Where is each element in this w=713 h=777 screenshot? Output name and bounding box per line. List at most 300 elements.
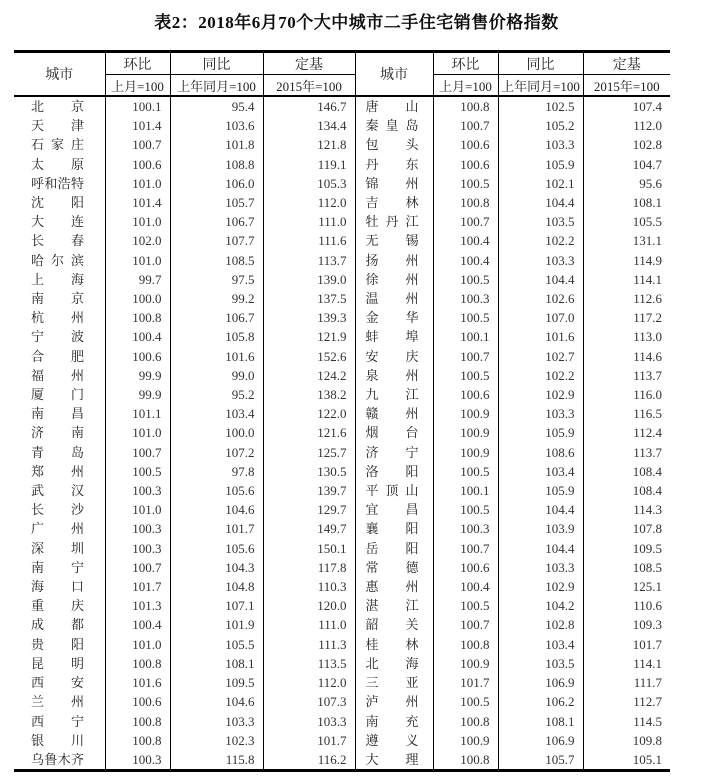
fixed-base-index-cell: 138.2 bbox=[263, 385, 355, 404]
city-name-cell bbox=[355, 712, 433, 731]
fixed-base-index-cell: 121.8 bbox=[263, 135, 355, 154]
yoy-index-cell: 102.9 bbox=[498, 577, 583, 596]
yoy-index-cell: 104.2 bbox=[498, 596, 583, 615]
city-name-cell bbox=[14, 615, 105, 634]
mom-index-cell: 101.0 bbox=[105, 174, 170, 193]
yoy-index-cell: 102.6 bbox=[498, 289, 583, 308]
yoy-index-cell: 103.3 bbox=[498, 135, 583, 154]
mom-index-cell: 100.5 bbox=[433, 366, 498, 385]
city-name-cell bbox=[14, 251, 105, 270]
city-name-cell bbox=[14, 404, 105, 423]
table-row bbox=[14, 212, 670, 231]
fixed-base-index-cell: 122.0 bbox=[263, 404, 355, 423]
fixed-base-index-cell: 134.4 bbox=[263, 116, 355, 135]
city-name: 襄阳 bbox=[365, 521, 419, 537]
fixed-base-index-cell: 108.4 bbox=[583, 481, 670, 500]
yoy-index-cell: 105.9 bbox=[498, 155, 583, 174]
yoy-index-cell: 105.5 bbox=[170, 635, 263, 654]
yoy-index-cell: 103.3 bbox=[498, 404, 583, 423]
yoy-index-cell: 103.3 bbox=[498, 251, 583, 270]
city-name: 大理 bbox=[365, 751, 419, 767]
city-name: 沈阳 bbox=[31, 195, 84, 211]
fixed-base-index-cell: 108.4 bbox=[583, 462, 670, 481]
mom-index-cell: 102.0 bbox=[105, 231, 170, 250]
fixed-base-index-cell: 107.8 bbox=[583, 519, 670, 538]
city-name: 蚌埠 bbox=[365, 329, 419, 345]
table-row bbox=[14, 251, 670, 270]
mom-index-cell: 100.5 bbox=[433, 308, 498, 327]
header-fixedbase-base-right: 2015年=100 bbox=[583, 75, 670, 97]
city-name: 银川 bbox=[31, 732, 84, 748]
mom-index-cell: 101.0 bbox=[105, 423, 170, 442]
city-name: 南京 bbox=[31, 291, 84, 307]
fixed-base-index-cell: 121.6 bbox=[263, 423, 355, 442]
mom-index-cell: 100.6 bbox=[433, 155, 498, 174]
city-name-cell bbox=[355, 673, 433, 692]
yoy-index-cell: 104.3 bbox=[170, 558, 263, 577]
yoy-index-cell: 107.2 bbox=[170, 443, 263, 462]
mom-index-cell: 100.3 bbox=[433, 519, 498, 538]
price-index-table bbox=[14, 50, 670, 772]
city-name-cell bbox=[355, 155, 433, 174]
yoy-index-cell: 103.4 bbox=[170, 404, 263, 423]
mom-index-cell: 100.3 bbox=[105, 750, 170, 771]
city-name-cell bbox=[355, 231, 433, 250]
city-name: 桂林 bbox=[365, 636, 419, 652]
fixed-base-index-cell: 110.3 bbox=[263, 577, 355, 596]
city-name: 昆明 bbox=[31, 655, 84, 671]
city-name-cell bbox=[355, 289, 433, 308]
city-name-cell bbox=[355, 462, 433, 481]
mom-index-cell: 100.3 bbox=[433, 289, 498, 308]
page-title: 表2：2018年6月70个大中城市二手住宅销售价格指数 bbox=[154, 13, 559, 32]
city-name: 三亚 bbox=[365, 675, 419, 691]
yoy-index-cell: 106.9 bbox=[498, 673, 583, 692]
yoy-index-cell: 102.7 bbox=[498, 347, 583, 366]
city-name-cell bbox=[355, 116, 433, 135]
fixed-base-index-cell: 107.4 bbox=[583, 96, 670, 116]
fixed-base-index-cell: 152.6 bbox=[263, 347, 355, 366]
city-name: 北海 bbox=[365, 655, 419, 671]
city-name: 杭州 bbox=[31, 310, 84, 326]
header-row-top bbox=[14, 52, 670, 75]
table-row bbox=[14, 481, 670, 500]
city-name: 济南 bbox=[31, 425, 84, 441]
city-name: 泉州 bbox=[365, 367, 419, 383]
mom-index-cell: 101.0 bbox=[105, 251, 170, 270]
city-name: 大连 bbox=[31, 214, 84, 230]
fixed-base-index-cell: 104.7 bbox=[583, 155, 670, 174]
city-name: 包头 bbox=[365, 137, 419, 153]
city-name: 兰州 bbox=[31, 694, 84, 710]
city-name-cell bbox=[355, 327, 433, 346]
mom-index-cell: 100.8 bbox=[105, 308, 170, 327]
mom-index-cell: 100.6 bbox=[105, 692, 170, 711]
city-name: 乌鲁木齐 bbox=[31, 751, 84, 767]
yoy-index-cell: 103.9 bbox=[498, 519, 583, 538]
city-name: 扬州 bbox=[365, 252, 419, 268]
fixed-base-index-cell: 112.0 bbox=[583, 116, 670, 135]
fixed-base-index-cell: 117.2 bbox=[583, 308, 670, 327]
city-name: 上海 bbox=[31, 271, 84, 287]
city-name-cell bbox=[355, 596, 433, 615]
table-row bbox=[14, 673, 670, 692]
fixed-base-index-cell: 101.7 bbox=[263, 731, 355, 750]
table-row bbox=[14, 270, 670, 289]
header-fixedbase-base-left: 2015年=100 bbox=[263, 75, 355, 97]
fixed-base-index-cell: 113.7 bbox=[263, 251, 355, 270]
city-name: 广州 bbox=[31, 521, 84, 537]
city-name: 丹东 bbox=[365, 156, 419, 172]
city-name: 南昌 bbox=[31, 406, 84, 422]
yoy-index-cell: 105.6 bbox=[170, 539, 263, 558]
yoy-index-cell: 101.8 bbox=[170, 135, 263, 154]
mom-index-cell: 99.7 bbox=[105, 270, 170, 289]
city-name: 武汉 bbox=[31, 483, 84, 499]
fixed-base-index-cell: 139.7 bbox=[263, 481, 355, 500]
fixed-base-index-cell: 121.9 bbox=[263, 327, 355, 346]
city-name: 秦皇岛 bbox=[365, 118, 419, 134]
header-fixedbase-right: 定基 bbox=[583, 52, 670, 75]
city-name-cell bbox=[355, 635, 433, 654]
fixed-base-index-cell: 113.7 bbox=[583, 366, 670, 385]
table-row bbox=[14, 712, 670, 731]
city-name-cell bbox=[14, 712, 105, 731]
city-name-cell bbox=[355, 270, 433, 289]
city-name-cell bbox=[14, 673, 105, 692]
fixed-base-index-cell: 114.3 bbox=[583, 500, 670, 519]
fixed-base-index-cell: 139.3 bbox=[263, 308, 355, 327]
header-mom-base-left: 上月=100 bbox=[105, 75, 170, 97]
table-row bbox=[14, 366, 670, 385]
city-name: 九江 bbox=[365, 387, 419, 403]
city-name-cell bbox=[14, 596, 105, 615]
mom-index-cell: 100.8 bbox=[105, 654, 170, 673]
fixed-base-index-cell: 114.1 bbox=[583, 654, 670, 673]
fixed-base-index-cell: 113.5 bbox=[263, 654, 355, 673]
mom-index-cell: 100.5 bbox=[433, 174, 498, 193]
city-name-cell bbox=[355, 615, 433, 634]
header-mom-base-right: 上月=100 bbox=[433, 75, 498, 97]
city-name: 郑州 bbox=[31, 463, 84, 479]
yoy-index-cell: 109.5 bbox=[170, 673, 263, 692]
yoy-index-cell: 100.0 bbox=[170, 423, 263, 442]
fixed-base-index-cell: 114.9 bbox=[583, 251, 670, 270]
city-name-cell bbox=[14, 443, 105, 462]
yoy-index-cell: 102.2 bbox=[498, 366, 583, 385]
table-row bbox=[14, 385, 670, 404]
fixed-base-index-cell: 112.4 bbox=[583, 423, 670, 442]
fixed-base-index-cell: 125.7 bbox=[263, 443, 355, 462]
header-city-right: 城市 bbox=[355, 52, 433, 97]
mom-index-cell: 100.7 bbox=[433, 212, 498, 231]
yoy-index-cell: 101.9 bbox=[170, 615, 263, 634]
yoy-index-cell: 106.0 bbox=[170, 174, 263, 193]
yoy-index-cell: 105.9 bbox=[498, 423, 583, 442]
mom-index-cell: 100.6 bbox=[433, 558, 498, 577]
yoy-index-cell: 103.4 bbox=[498, 462, 583, 481]
table-row bbox=[14, 327, 670, 346]
table-row bbox=[14, 289, 670, 308]
yoy-index-cell: 103.5 bbox=[498, 212, 583, 231]
mom-index-cell: 101.1 bbox=[105, 404, 170, 423]
mom-index-cell: 100.5 bbox=[433, 596, 498, 615]
fixed-base-index-cell: 109.8 bbox=[583, 731, 670, 750]
fixed-base-index-cell: 111.0 bbox=[263, 615, 355, 634]
yoy-index-cell: 104.6 bbox=[170, 500, 263, 519]
city-name: 石家庄 bbox=[31, 137, 84, 153]
fixed-base-index-cell: 125.1 bbox=[583, 577, 670, 596]
table-row bbox=[14, 155, 670, 174]
header-mom-right: 环比 bbox=[433, 52, 498, 75]
city-name: 惠州 bbox=[365, 579, 419, 595]
header-fixedbase-left: 定基 bbox=[263, 52, 355, 75]
mom-index-cell: 100.1 bbox=[433, 481, 498, 500]
city-name-cell bbox=[14, 193, 105, 212]
fixed-base-index-cell: 112.6 bbox=[583, 289, 670, 308]
mom-index-cell: 100.6 bbox=[105, 347, 170, 366]
city-name: 金华 bbox=[365, 310, 419, 326]
mom-index-cell: 100.8 bbox=[433, 750, 498, 771]
mom-index-cell: 100.8 bbox=[433, 96, 498, 116]
mom-index-cell: 99.9 bbox=[105, 366, 170, 385]
table-row bbox=[14, 519, 670, 538]
city-name: 西安 bbox=[31, 675, 84, 691]
mom-index-cell: 100.0 bbox=[105, 289, 170, 308]
fixed-base-index-cell: 112.0 bbox=[263, 193, 355, 212]
table-row bbox=[14, 116, 670, 135]
city-name-cell bbox=[14, 577, 105, 596]
city-name: 长春 bbox=[31, 233, 84, 249]
table-row bbox=[14, 231, 670, 250]
yoy-index-cell: 102.3 bbox=[170, 731, 263, 750]
city-name-cell bbox=[355, 654, 433, 673]
city-name-cell bbox=[14, 423, 105, 442]
mom-index-cell: 101.6 bbox=[105, 673, 170, 692]
city-name-cell bbox=[14, 692, 105, 711]
fixed-base-index-cell: 111.3 bbox=[263, 635, 355, 654]
fixed-base-index-cell: 111.0 bbox=[263, 212, 355, 231]
fixed-base-index-cell: 129.7 bbox=[263, 500, 355, 519]
mom-index-cell: 100.3 bbox=[105, 539, 170, 558]
mom-index-cell: 100.5 bbox=[433, 270, 498, 289]
yoy-index-cell: 101.6 bbox=[170, 347, 263, 366]
city-name: 温州 bbox=[365, 291, 419, 307]
table-row bbox=[14, 462, 670, 481]
city-name: 海口 bbox=[31, 579, 84, 595]
fixed-base-index-cell: 108.5 bbox=[583, 558, 670, 577]
yoy-index-cell: 108.5 bbox=[170, 251, 263, 270]
header-city-left: 城市 bbox=[14, 52, 105, 97]
city-name: 哈尔滨 bbox=[31, 252, 84, 268]
mom-index-cell: 100.3 bbox=[105, 519, 170, 538]
city-name: 常德 bbox=[365, 559, 419, 575]
city-name-cell bbox=[355, 193, 433, 212]
header-yoy-right: 同比 bbox=[498, 52, 583, 75]
table-row bbox=[14, 596, 670, 615]
yoy-index-cell: 106.9 bbox=[498, 731, 583, 750]
header-mom-left: 环比 bbox=[105, 52, 170, 75]
city-name: 青岛 bbox=[31, 444, 84, 460]
yoy-index-cell: 103.6 bbox=[170, 116, 263, 135]
header-yoy-base-right: 上年同月=100 bbox=[498, 75, 583, 97]
city-name: 合肥 bbox=[31, 348, 84, 364]
city-name-cell bbox=[14, 308, 105, 327]
mom-index-cell: 100.8 bbox=[105, 712, 170, 731]
yoy-index-cell: 107.7 bbox=[170, 231, 263, 250]
fixed-base-index-cell: 114.6 bbox=[583, 347, 670, 366]
city-name-cell bbox=[14, 212, 105, 231]
fixed-base-index-cell: 116.0 bbox=[583, 385, 670, 404]
mom-index-cell: 100.3 bbox=[105, 481, 170, 500]
mom-index-cell: 100.7 bbox=[433, 116, 498, 135]
mom-index-cell: 101.7 bbox=[105, 577, 170, 596]
city-name-cell bbox=[355, 692, 433, 711]
mom-index-cell: 100.8 bbox=[433, 193, 498, 212]
yoy-index-cell: 106.7 bbox=[170, 212, 263, 231]
city-name: 韶关 bbox=[365, 617, 419, 633]
fixed-base-index-cell: 105.3 bbox=[263, 174, 355, 193]
fixed-base-index-cell: 108.1 bbox=[583, 193, 670, 212]
fixed-base-index-cell: 112.0 bbox=[263, 673, 355, 692]
city-name: 湛江 bbox=[365, 598, 419, 614]
mom-index-cell: 100.9 bbox=[433, 423, 498, 442]
yoy-index-cell: 105.7 bbox=[498, 750, 583, 771]
mom-index-cell: 101.7 bbox=[433, 673, 498, 692]
city-name: 岳阳 bbox=[365, 540, 419, 556]
city-name: 济宁 bbox=[365, 444, 419, 460]
mom-index-cell: 100.9 bbox=[433, 731, 498, 750]
table-row bbox=[14, 404, 670, 423]
yoy-index-cell: 104.4 bbox=[498, 270, 583, 289]
city-name: 牡丹江 bbox=[365, 214, 419, 230]
yoy-index-cell: 108.6 bbox=[498, 443, 583, 462]
city-name-cell bbox=[14, 731, 105, 750]
yoy-index-cell: 103.4 bbox=[498, 635, 583, 654]
city-name-cell bbox=[355, 481, 433, 500]
mom-index-cell: 100.7 bbox=[433, 615, 498, 634]
yoy-index-cell: 105.2 bbox=[498, 116, 583, 135]
yoy-index-cell: 95.4 bbox=[170, 96, 263, 116]
yoy-index-cell: 106.2 bbox=[498, 692, 583, 711]
mom-index-cell: 101.0 bbox=[105, 635, 170, 654]
fixed-base-index-cell: 113.0 bbox=[583, 327, 670, 346]
fixed-base-index-cell: 150.1 bbox=[263, 539, 355, 558]
city-name-cell bbox=[355, 212, 433, 231]
yoy-index-cell: 108.1 bbox=[498, 712, 583, 731]
yoy-index-cell: 103.3 bbox=[170, 712, 263, 731]
city-name-cell bbox=[355, 96, 433, 116]
table-row bbox=[14, 558, 670, 577]
mom-index-cell: 100.5 bbox=[433, 692, 498, 711]
city-name-cell bbox=[14, 135, 105, 154]
table-row bbox=[14, 193, 670, 212]
city-name-cell bbox=[14, 155, 105, 174]
yoy-index-cell: 104.4 bbox=[498, 193, 583, 212]
city-name: 南宁 bbox=[31, 559, 84, 575]
yoy-index-cell: 102.2 bbox=[498, 231, 583, 250]
city-name-cell bbox=[355, 500, 433, 519]
fixed-base-index-cell: 130.5 bbox=[263, 462, 355, 481]
city-name-cell bbox=[14, 539, 105, 558]
mom-index-cell: 100.4 bbox=[433, 251, 498, 270]
yoy-index-cell: 105.9 bbox=[498, 481, 583, 500]
city-name-cell bbox=[355, 750, 433, 771]
city-name: 天津 bbox=[31, 118, 84, 134]
city-name-cell bbox=[14, 366, 105, 385]
city-name: 无锡 bbox=[365, 233, 419, 249]
city-name-cell bbox=[355, 347, 433, 366]
table-row bbox=[14, 308, 670, 327]
city-name: 南充 bbox=[365, 713, 419, 729]
yoy-index-cell: 97.8 bbox=[170, 462, 263, 481]
city-name-cell bbox=[14, 289, 105, 308]
yoy-index-cell: 104.4 bbox=[498, 539, 583, 558]
city-name-cell bbox=[355, 519, 433, 538]
table-row bbox=[14, 577, 670, 596]
yoy-index-cell: 99.2 bbox=[170, 289, 263, 308]
city-name: 宜昌 bbox=[365, 502, 419, 518]
fixed-base-index-cell: 114.1 bbox=[583, 270, 670, 289]
yoy-index-cell: 105.8 bbox=[170, 327, 263, 346]
city-name-cell bbox=[14, 174, 105, 193]
mom-index-cell: 100.6 bbox=[433, 385, 498, 404]
mom-index-cell: 101.0 bbox=[105, 500, 170, 519]
mom-index-cell: 101.4 bbox=[105, 116, 170, 135]
table-row bbox=[14, 615, 670, 634]
yoy-index-cell: 107.1 bbox=[170, 596, 263, 615]
city-name-cell bbox=[355, 251, 433, 270]
header-row-base bbox=[14, 75, 670, 97]
table-row bbox=[14, 500, 670, 519]
fixed-base-index-cell: 111.6 bbox=[263, 231, 355, 250]
city-name: 西宁 bbox=[31, 713, 84, 729]
mom-index-cell: 100.8 bbox=[105, 731, 170, 750]
city-name: 洛阳 bbox=[365, 463, 419, 479]
yoy-index-cell: 108.1 bbox=[170, 654, 263, 673]
table-row bbox=[14, 347, 670, 366]
header-yoy-left: 同比 bbox=[170, 52, 263, 75]
table-row bbox=[14, 750, 670, 771]
yoy-index-cell: 102.5 bbox=[498, 96, 583, 116]
table-row bbox=[14, 135, 670, 154]
fixed-base-index-cell: 109.5 bbox=[583, 539, 670, 558]
table-row bbox=[14, 635, 670, 654]
fixed-base-index-cell: 120.0 bbox=[263, 596, 355, 615]
header-yoy-base-left: 上年同月=100 bbox=[170, 75, 263, 97]
yoy-index-cell: 105.7 bbox=[170, 193, 263, 212]
mom-index-cell: 100.4 bbox=[105, 615, 170, 634]
fixed-base-index-cell: 111.7 bbox=[583, 673, 670, 692]
yoy-index-cell: 107.0 bbox=[498, 308, 583, 327]
city-name-cell bbox=[14, 654, 105, 673]
mom-index-cell: 100.7 bbox=[433, 539, 498, 558]
city-name: 徐州 bbox=[365, 271, 419, 287]
city-name-cell bbox=[355, 308, 433, 327]
city-name: 安庆 bbox=[365, 348, 419, 364]
fixed-base-index-cell: 124.2 bbox=[263, 366, 355, 385]
city-name-cell bbox=[14, 750, 105, 771]
yoy-index-cell: 103.5 bbox=[498, 654, 583, 673]
yoy-index-cell: 103.3 bbox=[498, 558, 583, 577]
city-name: 赣州 bbox=[365, 406, 419, 422]
mom-index-cell: 100.7 bbox=[105, 443, 170, 462]
yoy-index-cell: 101.7 bbox=[170, 519, 263, 538]
fixed-base-index-cell: 146.7 bbox=[263, 96, 355, 116]
mom-index-cell: 100.1 bbox=[433, 327, 498, 346]
fixed-base-index-cell: 119.1 bbox=[263, 155, 355, 174]
yoy-index-cell: 102.9 bbox=[498, 385, 583, 404]
